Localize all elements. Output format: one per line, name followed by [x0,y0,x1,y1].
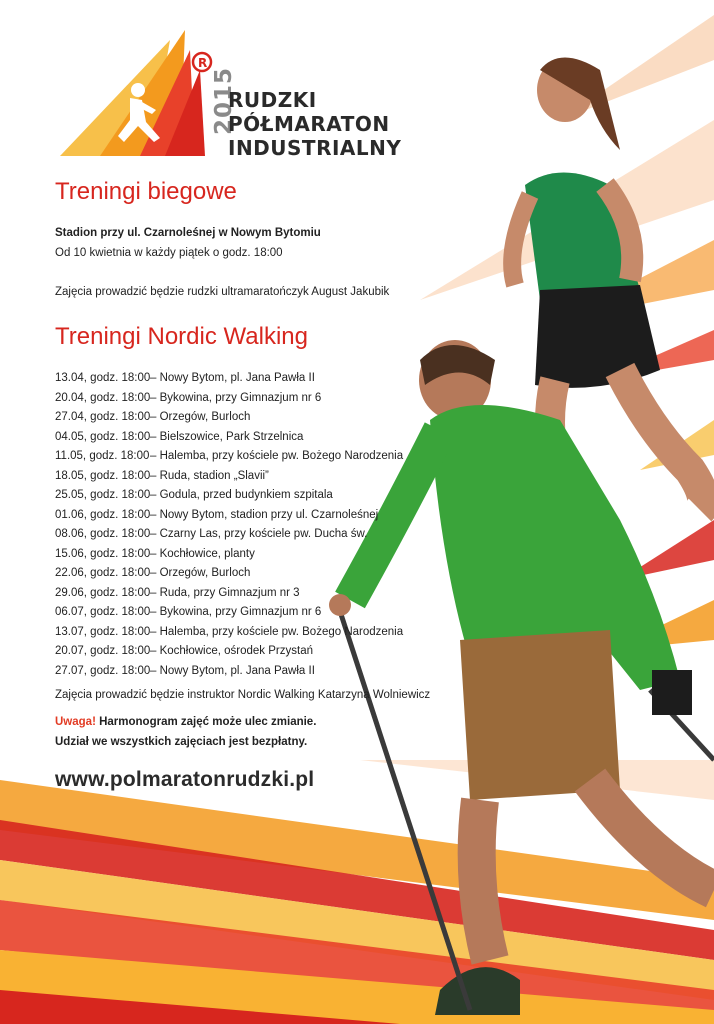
notice-label: Uwaga! [55,716,96,728]
event-year: 2015 [211,66,237,135]
schedule-row [55,509,403,529]
schedule-row [55,665,403,685]
session-place: – Halemba, przy kościele pw. Bożego Narodzenia [150,450,404,462]
schedule-row [55,411,403,431]
session-place: – Orzegów, Burloch [150,567,251,579]
schedule-row [55,450,403,470]
session-date: 04.05, godz. 18:00 [55,430,151,443]
schedule-row [55,645,403,665]
running-heading: Treningi biegowe [55,178,237,205]
session-place: – Nowy Bytom, pl. Jana Pawła II [150,372,315,384]
schedule-row [55,626,403,646]
running-location: Stadion przy ul. Czarnoleśnej w Nowym Bytomiu [55,227,321,239]
schedule-row [55,372,403,392]
session-place: – Czarny Las, przy kościele pw. Ducha św. [150,528,368,540]
notice-text: Harmonogram zajęć może ulec zmianie. [99,716,317,728]
session-date: 29.06, godz. 18:00 [55,586,151,599]
schedule-row [55,567,403,587]
schedule-row [55,470,403,490]
schedule-row [55,587,403,607]
session-place: – Kochłowice, planty [150,547,255,560]
schedule-row [55,392,403,412]
session-place: – Ruda, stadion „Slavii” [150,469,269,482]
free-notice: Udział we wszystkich zajęciach jest bezpłatny. [55,736,308,748]
nordic-schedule [55,372,403,684]
session-date: 13.04, godz. 18:00 [55,372,151,384]
schedule-row [55,489,403,509]
session-date: 27.07, godz. 18:00 [55,664,151,677]
running-schedule: Od 10 kwietnia w każdy piątek o godz. 18:00 [55,247,283,259]
session-date: 18.05, godz. 18:00 [55,469,151,482]
session-date: 22.06, godz. 18:00 [55,567,151,579]
nordic-heading: Treningi Nordic Walking [55,323,308,350]
schedule-row [55,548,403,568]
session-date: 20.04, godz. 18:00 [55,391,151,404]
schedule-row [55,606,403,626]
running-instructor: Zajęcia prowadzić będzie rudzki ultramaratończyk August Jakubik [55,286,390,298]
session-place: – Halemba, przy kościele pw. Bożego Narodzenia [150,625,404,638]
nordic-instructor: Zajęcia prowadzić będzie instruktor Nordic Walking Katarzyna Wolniewicz [55,689,431,701]
session-place: – Godula, przed budynkiem szpitala [150,489,333,501]
session-date: 20.07, godz. 18:00 [55,645,151,657]
session-date: 08.06, godz. 18:00 [55,528,151,540]
notice-line [55,716,316,728]
session-place: – Nowy Bytom, pl. Jana Pawła II [150,664,315,677]
event-name-line1: RUDZKI [228,88,317,112]
session-date: 27.04, godz. 18:00 [55,411,151,423]
session-place: – Kochłowice, ośrodek Przystań [150,645,313,657]
session-date: 06.07, godz. 18:00 [55,606,151,618]
session-place: – Orzegów, Burloch [150,411,251,423]
website-link[interactable]: www.polmaratonrudzki.pl [55,768,315,791]
session-place: – Bielszowice, Park Strzelnica [150,430,304,443]
session-date: 01.06, godz. 18:00 [55,508,151,521]
session-place: – Bykowina, przy Gimnazjum nr 6 [150,391,322,404]
session-place: – Bykowina, przy Gimnazjum nr 6 [150,606,322,618]
session-place: – Ruda, przy Gimnazjum nr 3 [150,586,300,599]
svg-text:R: R [198,56,208,70]
event-name-line3: INDUSTRIALNY [228,136,402,160]
session-date: 25.05, godz. 18:00 [55,489,151,501]
schedule-row [55,431,403,451]
session-place: – Nowy Bytom, stadion przy ul. Czarnoleśnej [150,508,379,521]
session-date: 11.05, godz. 18:00 [55,450,150,462]
schedule-row [55,528,403,548]
session-date: 15.06, godz. 18:00 [55,547,151,560]
event-name-line2: PÓŁMARATON [228,112,390,136]
session-date: 13.07, godz. 18:00 [55,625,151,638]
event-name [228,88,401,160]
